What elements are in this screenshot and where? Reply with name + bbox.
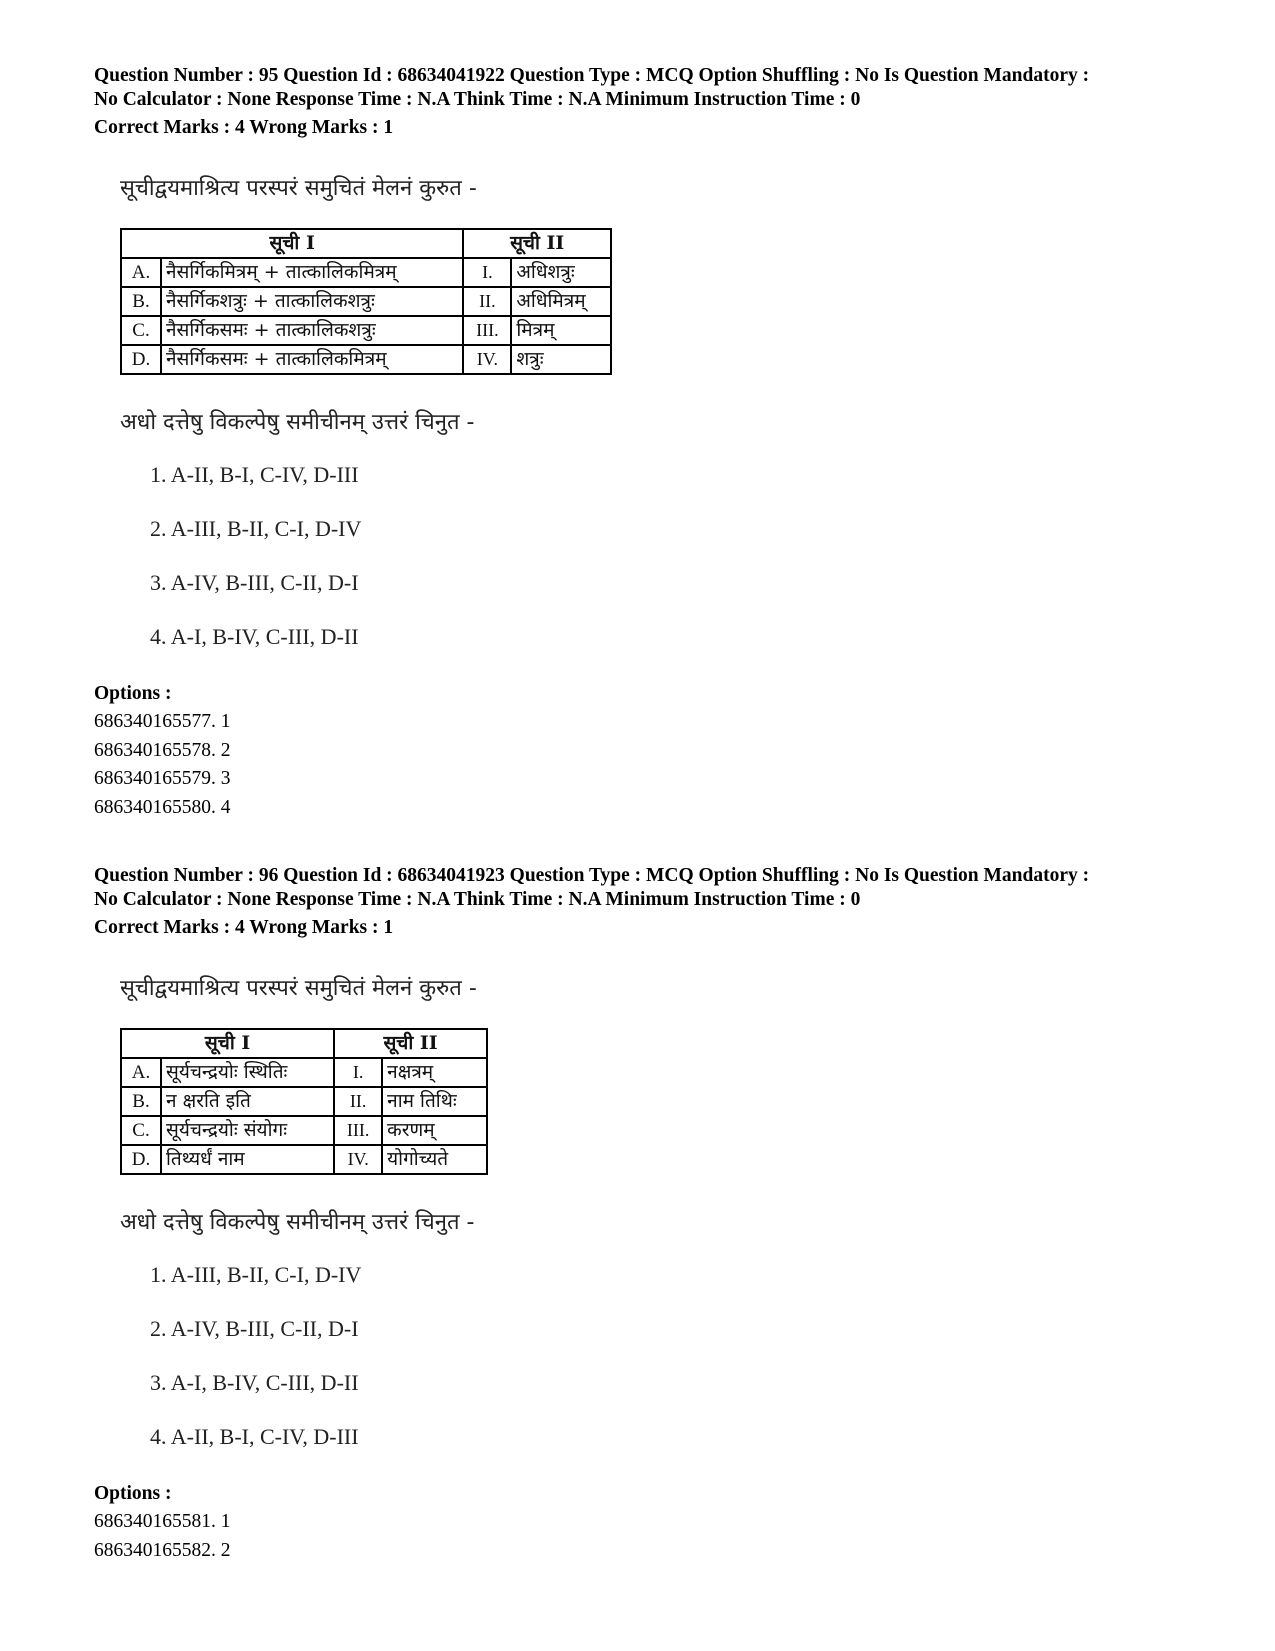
question-instruction: अधो दत्तेषु विकल्पेषु समीचीनम् उत्तरं चिनुत - bbox=[120, 410, 475, 435]
row-match: मित्रम् bbox=[511, 316, 611, 345]
row-roman: I. bbox=[463, 258, 511, 287]
row-match: नक्षत्रम् bbox=[382, 1058, 487, 1087]
choice-2: 2. A-III, B-II, C-I, D-IV bbox=[150, 516, 362, 541]
options-label: Options : bbox=[94, 1483, 172, 1504]
row-key: A. bbox=[121, 258, 161, 287]
question-header-line2: No Calculator : None Response Time : N.A Think Time : N.A Minimum Instruction Time : 0 bbox=[94, 89, 861, 110]
row-key: D. bbox=[121, 1145, 161, 1174]
row-item: सूर्यचन्द्रयोः स्थितिः bbox=[161, 1058, 334, 1087]
choice-2: 2. A-IV, B-III, C-II, D-I bbox=[150, 1316, 359, 1341]
options-label: Options : bbox=[94, 683, 172, 704]
table-row bbox=[121, 316, 611, 345]
list1-header: सूची I bbox=[121, 1029, 334, 1058]
row-roman: IV. bbox=[334, 1145, 382, 1174]
row-match: अधिशत्रुः bbox=[511, 258, 611, 287]
row-item: सूर्यचन्द्रयोः संयोगः bbox=[161, 1116, 334, 1145]
list2-header: सूची II bbox=[334, 1029, 487, 1058]
choice-4: 4. A-I, B-IV, C-III, D-II bbox=[150, 624, 359, 649]
option-item: 686340165581. 1 bbox=[94, 1511, 231, 1532]
row-item: नैसर्गिकसमः + तात्कालिकशत्रुः bbox=[161, 316, 463, 345]
row-key: C. bbox=[121, 1116, 161, 1145]
match-table bbox=[120, 228, 612, 375]
row-item: न क्षरति इति bbox=[161, 1087, 334, 1116]
option-item: 686340165579. 3 bbox=[94, 768, 231, 789]
choice-3: 3. A-I, B-IV, C-III, D-II bbox=[150, 1370, 359, 1395]
row-roman: I. bbox=[334, 1058, 382, 1087]
row-roman: III. bbox=[463, 316, 511, 345]
table-row bbox=[121, 1058, 487, 1087]
row-match: अधिमित्रम् bbox=[511, 287, 611, 316]
row-key: C. bbox=[121, 316, 161, 345]
row-match: नाम तिथिः bbox=[382, 1087, 487, 1116]
question-header-line2: No Calculator : None Response Time : N.A Think Time : N.A Minimum Instruction Time : 0 bbox=[94, 889, 861, 910]
row-key: A. bbox=[121, 1058, 161, 1087]
list2-header: सूची II bbox=[463, 229, 611, 258]
list1-header: सूची I bbox=[121, 229, 463, 258]
table-row bbox=[121, 287, 611, 316]
choice-3: 3. A-IV, B-III, C-II, D-I bbox=[150, 570, 359, 595]
choice-1: 1. A-III, B-II, C-I, D-IV bbox=[150, 1262, 362, 1287]
table-row bbox=[121, 345, 611, 374]
table-row bbox=[121, 1116, 487, 1145]
question-header-line1: Question Number : 95 Question Id : 68634041922 Question Type : MCQ Option Shuffling : No Is Question Mandatory : bbox=[94, 65, 1090, 86]
row-item: नैसर्गिकशत्रुः + तात्कालिकशत्रुः bbox=[161, 287, 463, 316]
row-item: तिथ्यर्धं नाम bbox=[161, 1145, 334, 1174]
row-item: नैसर्गिकसमः + तात्कालिकमित्रम् bbox=[161, 345, 463, 374]
question-prompt: सूचीद्वयमाश्रित्य परस्परं समुचितं मेलनं कुरुत - bbox=[120, 976, 477, 1001]
table-row bbox=[121, 1145, 487, 1174]
row-roman: II. bbox=[463, 287, 511, 316]
option-item: 686340165582. 2 bbox=[94, 1540, 231, 1561]
option-item: 686340165578. 2 bbox=[94, 740, 231, 761]
choice-1: 1. A-II, B-I, C-IV, D-III bbox=[150, 462, 359, 487]
row-roman: III. bbox=[334, 1116, 382, 1145]
option-item: 686340165577. 1 bbox=[94, 711, 231, 732]
question-marks: Correct Marks : 4 Wrong Marks : 1 bbox=[94, 117, 394, 138]
row-key: B. bbox=[121, 1087, 161, 1116]
row-key: D. bbox=[121, 345, 161, 374]
choice-4: 4. A-II, B-I, C-IV, D-III bbox=[150, 1424, 359, 1449]
table-row bbox=[121, 258, 611, 287]
row-item: नैसर्गिकमित्रम् + तात्कालिकमित्रम् bbox=[161, 258, 463, 287]
row-match: शत्रुः bbox=[511, 345, 611, 374]
row-roman: II. bbox=[334, 1087, 382, 1116]
question-instruction: अधो दत्तेषु विकल्पेषु समीचीनम् उत्तरं चिनुत - bbox=[120, 1210, 475, 1235]
table-row bbox=[121, 1087, 487, 1116]
question-marks: Correct Marks : 4 Wrong Marks : 1 bbox=[94, 917, 394, 938]
row-match: योगोच्यते bbox=[382, 1145, 487, 1174]
question-prompt: सूचीद्वयमाश्रित्य परस्परं समुचितं मेलनं कुरुत - bbox=[120, 176, 477, 201]
match-table bbox=[120, 1028, 488, 1175]
row-match: करणम् bbox=[382, 1116, 487, 1145]
question-header-line1: Question Number : 96 Question Id : 68634041923 Question Type : MCQ Option Shuffling : No Is Question Mandatory : bbox=[94, 865, 1090, 886]
option-item: 686340165580. 4 bbox=[94, 797, 231, 818]
row-roman: IV. bbox=[463, 345, 511, 374]
row-key: B. bbox=[121, 287, 161, 316]
